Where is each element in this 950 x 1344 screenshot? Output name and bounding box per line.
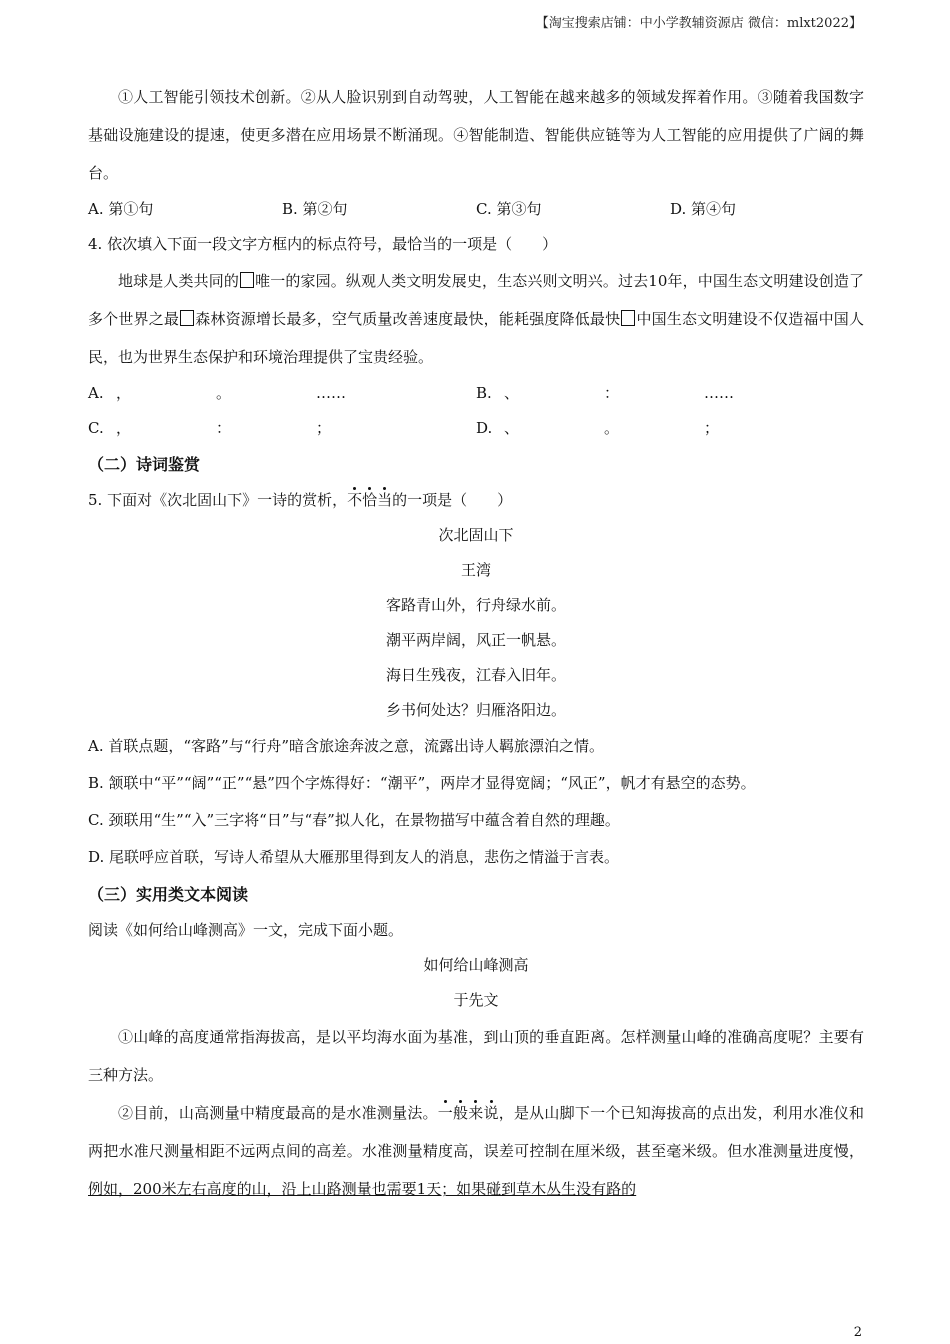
q3-options xyxy=(88,192,864,227)
q4-stem: 4. 依次填入下面一段文字方框内的标点符号，最恰当的一项是（ ） xyxy=(88,235,558,253)
q3-passage: ①人工智能引领技术创新。②从人脸识别到自动驾驶，人工智能在越来越多的领域发挥着作用。③随着我国数字基础设施建设的提速，使更多潜在应用场景不断涌现。④智能制造、智能供应链等为人工智能的应用提供了广阔的舞台。 xyxy=(88,88,864,182)
q5-option-a: A. 首联点题，“客路”与“行舟”暗含旅途奔波之意，流露出诗人羁旅漂泊之情。 xyxy=(88,737,605,755)
poem-line: 乡书何处达？归雁洛阳边。 xyxy=(385,701,566,719)
q4-options-row-2 xyxy=(88,411,864,446)
blank-box xyxy=(240,272,254,288)
poem-line: 潮平两岸阔，风正一帆悬。 xyxy=(385,631,566,649)
article-paragraph-2: ②目前，山高测量中精度最高的是水准测量法。一般来说，是从山脚下一个已知海拔高的点出发，利用水准仪和两把水准尺测量相距不远两点间的高差。水准测量精度高，误差可控制在厘米级，甚至毫米级。但水准测量进度慢，例如，200米左右高度的山，沿上山路测量也需要1天；如果碰到草木丛生没有路的 xyxy=(88,1104,864,1198)
article-paragraph-1: ①山峰的高度通常指海拔高，是以平均海水面为基准，到山顶的垂直距离。怎样测量山峰的准确高度呢？主要有三种方法。 xyxy=(88,1028,864,1084)
q4-option-b: B. 、 ： …… xyxy=(476,384,734,402)
reading-intro: 阅读《如何给山峰测高》一文，完成下面小题。 xyxy=(88,921,404,939)
q5-stem: 5. 下面对《次北固山下》一诗的赏析，不恰当的一项是（ ） xyxy=(88,491,513,509)
q3-option-a: A. 第①句 xyxy=(88,200,154,218)
q3-option-d: D. 第④句 xyxy=(670,200,737,218)
blank-box xyxy=(621,310,635,326)
q3-option-b: B. 第②句 xyxy=(282,200,348,218)
page-number: 2 xyxy=(853,1325,862,1340)
q5-option-d: D. 尾联呼应首联，写诗人希望从大雁那里得到友人的消息，悲伤之情溢于言表。 xyxy=(88,848,620,866)
q5-option-c: C. 颈联用“生”“入”三字将“日”与“春”拟人化，在景物描写中蕴含着自然的理趣。 xyxy=(88,811,620,829)
section-heading-reading: （三）实用类文本阅读 xyxy=(88,885,249,904)
blank-box xyxy=(180,310,194,326)
q5-option-b: B. 颔联中“平”“阔”“正”“悬”四个字炼得好：“潮平”，两岸才显得宽阔；“风正”，帆才有悬空的态势。 xyxy=(88,774,756,792)
poem-line: 海日生残夜，江春入旧年。 xyxy=(385,666,566,684)
q4-passage: 地球是人类共同的 唯一的家园。纵观人类文明发展史，生态兴则文明兴。过去10年，中国生态文明建设创造了多个世界之最 森林资源增长最多，空气质量改善速度最快，能耗强度降低最快 中国生态文明建设不仅造福中国人民，也为世界生态保护和环境治理提供了宝贵经验。 xyxy=(88,272,864,366)
q4-options-row-1 xyxy=(88,376,864,411)
page-header: 【淘宝搜索店铺：中小学教辅资源店 微信：mlxt2022】 xyxy=(535,16,862,31)
article-author: 于先文 xyxy=(453,991,499,1009)
poem-author: 王湾 xyxy=(460,561,491,579)
q3-option-c: C. 第③句 xyxy=(476,200,542,218)
article-title: 如何给山峰测高 xyxy=(423,956,529,974)
q4-option-c: C. ， ： ； xyxy=(88,419,332,437)
q4-option-d: D. 、 。 ； xyxy=(476,419,720,437)
section-heading-poetry: （二）诗词鉴赏 xyxy=(88,455,201,474)
underlined-text: 例如，200米左右高度的山，沿上山路测量也需要1天；如果碰到草木丛生没有路的 xyxy=(88,1180,637,1198)
document-body xyxy=(88,78,864,1208)
poem-title: 次北固山下 xyxy=(438,526,514,544)
q4-option-a: A. ， 。 …… xyxy=(88,384,346,402)
poem-line: 客路青山外，行舟绿水前。 xyxy=(385,596,566,614)
